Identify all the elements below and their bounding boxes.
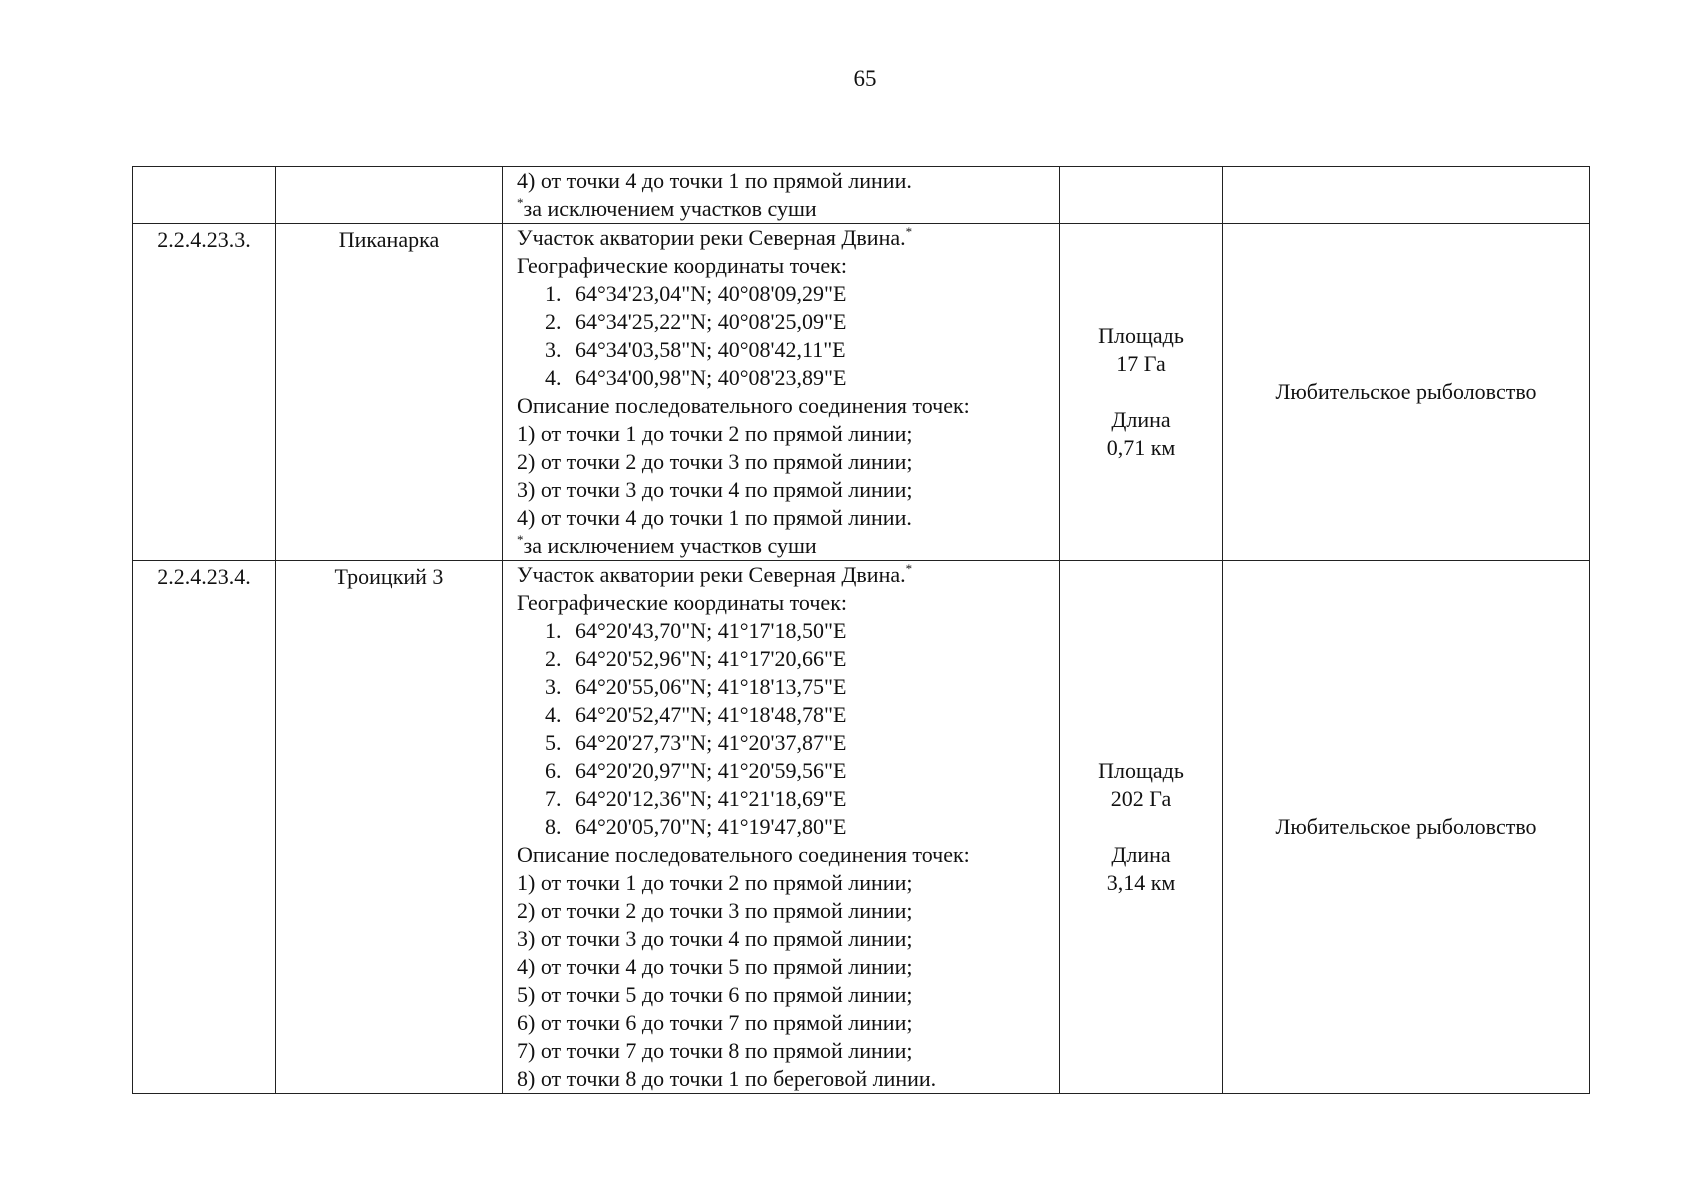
area-label: Площадь (1098, 323, 1184, 348)
footnote-mark: * (905, 561, 913, 576)
cell-usage: Любительское рыболовство (1223, 224, 1590, 561)
coord-item: 7. 64°20'12,36"N; 41°21'18,69"E (545, 786, 847, 811)
footnote-text: за исключением участков суши (523, 533, 817, 558)
coords-heading: Географические координаты точек: (517, 590, 847, 615)
coord-item: 8. 64°20'05,70"N; 41°19'47,80"E (545, 814, 847, 839)
footnote-mark: * (517, 195, 524, 210)
table-row-2-2-4-23-3 (133, 224, 1590, 561)
cell-description (503, 561, 1060, 1094)
cell-number (133, 167, 276, 224)
connection-line: 2) от точки 2 до точки 3 по прямой линии; (517, 898, 913, 923)
length-label: Длина (1111, 407, 1171, 432)
length-label: Длина (1111, 842, 1171, 867)
connection-line: 8) от точки 8 до точки 1 по береговой линии. (517, 1066, 937, 1091)
cell-parameters (1060, 561, 1223, 1094)
cell-name: Пиканарка (276, 224, 503, 561)
table-row-continuation (133, 167, 1590, 224)
connection-line: 4) от точки 4 до точки 1 по прямой линии. (517, 168, 912, 193)
coords-heading: Географические координаты точек: (517, 253, 847, 278)
cell-description (503, 224, 1060, 561)
cell-usage (1223, 167, 1590, 224)
cell-name (276, 167, 503, 224)
connection-line: 5) от точки 5 до точки 6 по прямой линии; (517, 982, 913, 1007)
page-number: 65 (853, 66, 877, 91)
coord-item: 4. 64°34'00,98"N; 40°08'23,89"E (545, 365, 847, 390)
footnote-line (517, 195, 1059, 223)
length-value: 3,14 км (1106, 870, 1176, 895)
connection-line: 1) от точки 1 до точки 2 по прямой линии; (517, 870, 913, 895)
footnote-line (517, 532, 1059, 560)
coord-item: 4. 64°20'52,47"N; 41°18'48,78"E (545, 702, 847, 727)
cell-usage: Любительское рыболовство (1223, 561, 1590, 1094)
connection-line: 4) от точки 4 до точки 1 по прямой линии. (517, 505, 912, 530)
coord-item: 1. 64°20'43,70"N; 41°17'18,50"E (545, 618, 847, 643)
connection-line: 3) от точки 3 до точки 4 по прямой линии; (517, 477, 913, 502)
table-row-2-2-4-23-4 (133, 561, 1590, 1094)
area-value: 202 Га (1110, 786, 1172, 811)
coord-item: 6. 64°20'20,97"N; 41°20'59,56"E (545, 758, 847, 783)
cell-number: 2.2.4.23.3. (133, 224, 276, 561)
fishing-areas-table (132, 166, 1590, 1094)
connection-line: 1) от точки 1 до точки 2 по прямой линии; (517, 421, 913, 446)
length-value: 0,71 км (1106, 435, 1176, 460)
cell-parameters (1060, 167, 1223, 224)
coord-item: 5. 64°20'27,73"N; 41°20'37,87"E (545, 730, 847, 755)
cell-name: Троицкий 3 (276, 561, 503, 1094)
cell-number: 2.2.4.23.4. (133, 561, 276, 1094)
coord-item: 1. 64°34'23,04"N; 40°08'09,29"E (545, 281, 847, 306)
coord-item: 3. 64°20'55,06"N; 41°18'13,75"E (545, 674, 847, 699)
cell-description (503, 167, 1060, 224)
coord-item: 2. 64°20'52,96"N; 41°17'20,66"E (545, 646, 847, 671)
area-title: Участок акватории реки Северная Двина.* (517, 224, 913, 250)
connection-line: 6) от точки 6 до точки 7 по прямой линии; (517, 1010, 913, 1035)
coord-item: 2. 64°34'25,22"N; 40°08'25,09"E (545, 309, 847, 334)
footnote-mark: * (905, 224, 913, 239)
footnote-mark: * (517, 532, 524, 547)
area-value: 17 Га (1116, 351, 1166, 376)
area-title: Участок акватории реки Северная Двина.* (517, 561, 913, 587)
connection-line: 2) от точки 2 до точки 3 по прямой линии; (517, 449, 913, 474)
cell-parameters (1060, 224, 1223, 561)
connection-heading: Описание последовательного соединения точек: (517, 842, 970, 867)
connection-line: 7) от точки 7 до точки 8 по прямой линии; (517, 1038, 913, 1063)
connection-line: 4) от точки 4 до точки 5 по прямой линии; (517, 954, 913, 979)
connection-line: 3) от точки 3 до точки 4 по прямой линии; (517, 926, 913, 951)
area-label: Площадь (1098, 758, 1184, 783)
connection-heading: Описание последовательного соединения точек: (517, 393, 970, 418)
footnote-text: за исключением участков суши (523, 196, 817, 221)
coord-item: 3. 64°34'03,58"N; 40°08'42,11"E (545, 337, 846, 362)
